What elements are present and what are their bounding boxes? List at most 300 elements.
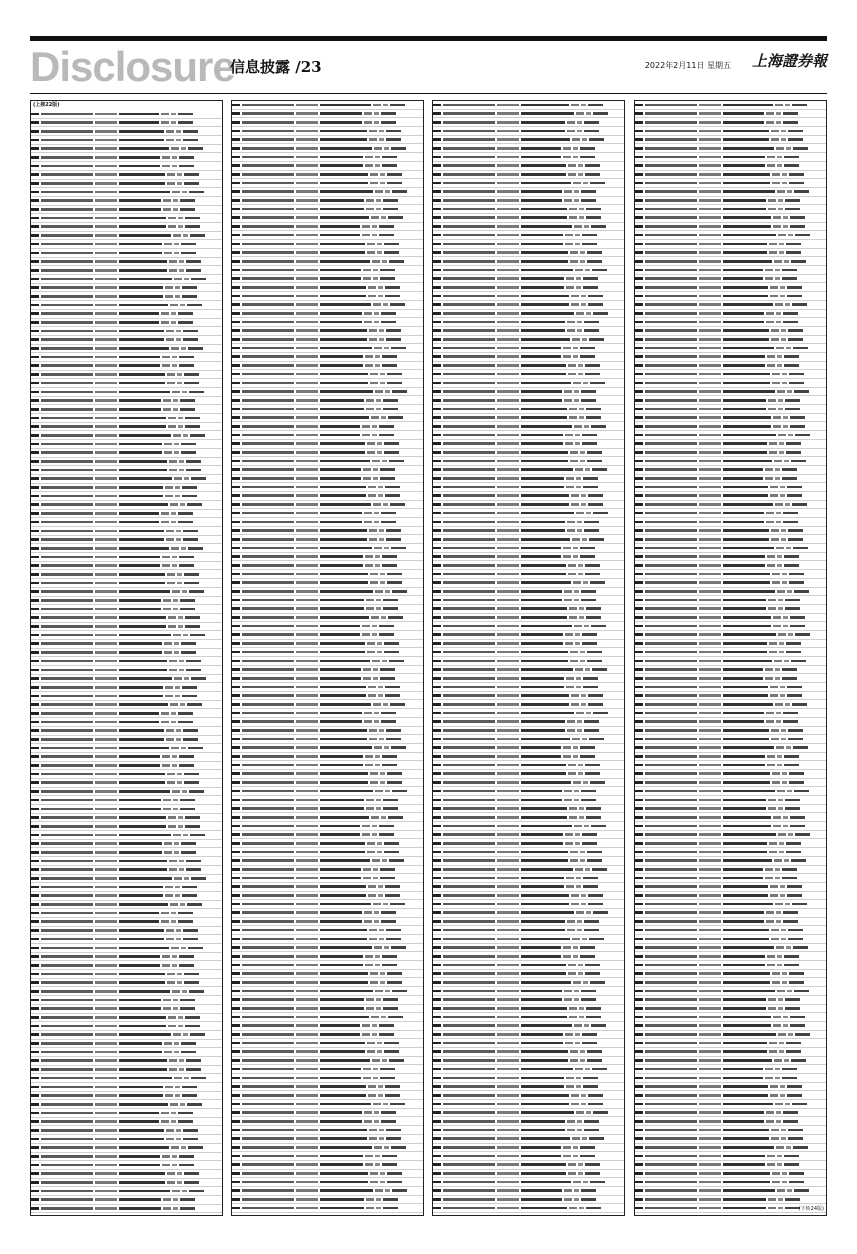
table-row [31, 510, 222, 519]
row-cell [180, 808, 195, 811]
row-cell [367, 642, 375, 645]
table-row [433, 344, 624, 353]
row-cell [232, 442, 240, 445]
table-row [635, 692, 826, 701]
row-cell [443, 686, 495, 689]
row-cell [180, 799, 195, 802]
row-cell [242, 269, 294, 272]
row-cell [95, 278, 117, 281]
row-cell [180, 208, 195, 211]
row-cell [769, 1042, 777, 1045]
row-cell [296, 477, 318, 480]
row-cell [172, 1164, 177, 1167]
row-cell [573, 981, 581, 984]
row-cell [497, 1059, 519, 1062]
row-cell [521, 243, 563, 246]
row-cell [381, 521, 396, 524]
row-cell [366, 998, 374, 1001]
table-row [635, 379, 826, 388]
row-cell [765, 468, 773, 471]
row-cell [180, 703, 185, 706]
row-cell [377, 243, 382, 246]
row-cell [376, 607, 381, 610]
row-cell [780, 885, 785, 888]
row-cell [645, 494, 697, 497]
row-cell [379, 625, 394, 628]
row-cell [242, 295, 294, 298]
row-cell [645, 1198, 697, 1201]
row-cell [367, 1042, 375, 1045]
row-cell [645, 199, 697, 202]
row-cell [645, 764, 697, 767]
row-cell [699, 555, 721, 558]
row-cell [176, 530, 181, 533]
row-cell [179, 1068, 184, 1071]
row-cell [95, 417, 117, 420]
row-cell [41, 495, 93, 498]
row-cell [232, 746, 240, 749]
row-cell [723, 581, 770, 584]
row-cell [119, 1146, 169, 1149]
row-cell [767, 1163, 775, 1166]
row-cell [182, 191, 187, 194]
table-row [31, 683, 222, 692]
row-cell [782, 868, 797, 871]
row-cell [41, 851, 93, 854]
row-cell [521, 990, 562, 993]
row-cell [645, 1146, 697, 1149]
row-cell [443, 1111, 495, 1114]
table-row [232, 866, 423, 875]
row-cell [381, 416, 386, 419]
row-cell [433, 234, 441, 237]
row-cell [119, 886, 163, 889]
row-cell [95, 599, 117, 602]
row-cell [645, 269, 697, 272]
row-cell [586, 816, 601, 819]
row-cell [581, 1198, 596, 1201]
row-cell [119, 981, 165, 984]
table-row [433, 1074, 624, 1083]
row-cell [443, 625, 495, 628]
row-cell [31, 434, 39, 437]
table-row [433, 1196, 624, 1205]
row-cell [320, 1155, 363, 1158]
row-cell [635, 1146, 643, 1149]
row-cell [645, 503, 697, 506]
table-row [31, 1074, 222, 1083]
row-cell [786, 1042, 801, 1045]
row-cell [95, 1042, 117, 1045]
row-cell [588, 703, 603, 706]
row-cell [699, 408, 721, 411]
table-row [31, 1213, 222, 1216]
row-cell [373, 277, 378, 280]
row-cell [635, 208, 643, 211]
table-row [635, 735, 826, 744]
table-row [635, 805, 826, 814]
row-cell [379, 938, 384, 941]
row-cell [41, 408, 93, 411]
row-cell [521, 573, 566, 576]
row-cell [179, 755, 194, 758]
row-cell [521, 1033, 563, 1036]
row-cell [296, 486, 318, 489]
row-cell [773, 816, 781, 819]
row-cell [785, 199, 800, 202]
row-cell [433, 1094, 441, 1097]
row-cell [497, 851, 519, 854]
row-cell [443, 156, 495, 159]
table-row [31, 805, 222, 814]
row-cell [95, 469, 117, 472]
row-cell [165, 1086, 173, 1089]
row-cell [635, 442, 643, 445]
row-cell [645, 147, 697, 150]
row-cell [232, 964, 240, 967]
row-cell [372, 625, 377, 628]
row-cell [296, 1077, 318, 1080]
table-row [635, 570, 826, 579]
row-cell [242, 1172, 294, 1175]
row-cell [372, 633, 377, 636]
row-cell [635, 260, 643, 263]
row-cell [242, 1085, 294, 1088]
row-cell [723, 1085, 768, 1088]
row-cell [95, 113, 117, 116]
row-cell [645, 312, 697, 315]
row-cell [699, 964, 721, 967]
row-cell [699, 816, 721, 819]
row-cell [119, 868, 167, 871]
row-cell [771, 1129, 779, 1132]
row-cell [768, 408, 776, 411]
row-cell [386, 338, 401, 341]
row-cell [375, 1189, 383, 1192]
table-row [635, 1213, 826, 1216]
table-row [232, 197, 423, 206]
row-cell [242, 512, 294, 515]
row-cell [781, 538, 786, 541]
row-cell [41, 738, 93, 741]
table-row [31, 709, 222, 718]
row-cell [31, 1146, 39, 1149]
row-cell [580, 955, 595, 958]
row-cell [31, 1077, 39, 1080]
row-cell [578, 764, 583, 767]
row-cell [497, 399, 519, 402]
row-cell [31, 1051, 39, 1054]
row-cell [433, 1068, 441, 1071]
row-cell [723, 216, 771, 219]
row-cell [388, 1016, 403, 1019]
row-cell [31, 347, 39, 350]
row-cell [31, 173, 39, 176]
row-cell [190, 1033, 205, 1036]
table-row [635, 1005, 826, 1014]
row-cell [573, 955, 578, 958]
table-row [635, 440, 826, 449]
row-cell [521, 946, 561, 949]
row-cell [571, 894, 579, 897]
row-cell [782, 677, 797, 680]
table-row [232, 431, 423, 440]
row-cell [579, 816, 584, 819]
row-cell [296, 946, 318, 949]
row-cell [171, 121, 176, 124]
row-cell [723, 1077, 763, 1080]
row-cell [296, 911, 318, 914]
row-cell [41, 130, 93, 133]
row-cell [521, 825, 572, 828]
row-cell [497, 494, 519, 497]
row-cell [699, 807, 721, 810]
row-cell [563, 955, 571, 958]
row-cell [172, 156, 177, 159]
row-cell [574, 625, 582, 628]
row-cell [645, 1033, 697, 1036]
table-row [433, 952, 624, 961]
row-cell [723, 416, 771, 419]
row-cell [787, 790, 792, 793]
row-cell [242, 416, 294, 419]
row-cell [163, 808, 171, 811]
row-cell [320, 964, 363, 967]
row-cell [381, 816, 386, 819]
table-row [635, 588, 826, 597]
row-cell [386, 538, 401, 541]
row-cell [242, 686, 294, 689]
row-cell [645, 668, 697, 671]
row-cell [443, 1146, 495, 1149]
row-cell [119, 225, 166, 228]
row-cell [370, 781, 378, 784]
row-cell [778, 208, 783, 211]
row-cell [41, 347, 93, 350]
row-cell [581, 1103, 586, 1106]
row-cell [391, 147, 406, 150]
row-cell [119, 755, 160, 758]
table-row [433, 561, 624, 570]
row-cell [433, 104, 441, 107]
row-cell [723, 121, 764, 124]
row-cell [163, 208, 171, 211]
row-cell [699, 147, 721, 150]
row-cell [723, 625, 771, 628]
table-row [31, 1170, 222, 1179]
row-cell [771, 1137, 779, 1140]
row-cell [588, 494, 603, 497]
table-row [433, 935, 624, 944]
row-cell [41, 1155, 93, 1158]
row-cell [320, 825, 360, 828]
row-cell [574, 199, 579, 202]
table-row [635, 761, 826, 770]
row-cell [723, 1198, 766, 1201]
row-cell [587, 260, 602, 263]
row-cell [188, 747, 203, 750]
row-cell [645, 920, 697, 923]
row-cell [772, 373, 780, 376]
row-cell [635, 964, 643, 967]
row-cell [41, 1051, 93, 1054]
row-cell [380, 277, 395, 280]
row-cell [119, 521, 159, 524]
row-cell [41, 1112, 93, 1115]
table-row [635, 344, 826, 353]
row-cell [521, 303, 569, 306]
row-cell [699, 590, 721, 593]
table-row [635, 1057, 826, 1066]
row-cell [768, 998, 776, 1001]
row-cell [433, 477, 441, 480]
row-cell [296, 1189, 318, 1192]
row-cell [774, 1059, 782, 1062]
row-cell [31, 999, 39, 1002]
row-cell [790, 416, 805, 419]
row-cell [119, 929, 164, 932]
row-cell [785, 1007, 800, 1010]
row-cell [242, 833, 294, 836]
row-cell [772, 781, 780, 784]
row-cell [775, 1068, 780, 1071]
row-cell [41, 573, 93, 576]
row-cell [521, 442, 563, 445]
row-cell [181, 147, 186, 150]
table-row [31, 336, 222, 345]
row-cell [497, 1146, 519, 1149]
row-cell [782, 477, 797, 480]
row-cell [320, 668, 361, 671]
row-cell [793, 946, 808, 949]
table-row [433, 718, 624, 727]
row-cell [699, 138, 721, 141]
row-cell [635, 468, 643, 471]
row-cell [521, 790, 562, 793]
row-cell [242, 668, 294, 671]
row-cell [565, 1042, 573, 1045]
row-cell [383, 503, 388, 506]
table-row [635, 1152, 826, 1161]
row-cell [119, 1068, 167, 1071]
row-cell [296, 955, 318, 958]
row-cell [119, 408, 161, 411]
row-cell [521, 764, 566, 767]
row-cell [184, 1172, 199, 1175]
row-cell [571, 694, 579, 697]
row-cell [242, 868, 294, 871]
row-cell [783, 1024, 788, 1027]
table-row [232, 735, 423, 744]
row-cell [320, 581, 368, 584]
row-cell [521, 642, 563, 645]
row-cell [563, 547, 571, 550]
row-cell [577, 1129, 582, 1132]
row-cell [563, 946, 571, 949]
row-cell [172, 964, 177, 967]
row-cell [580, 859, 585, 862]
row-cell [320, 512, 362, 515]
table-row [433, 796, 624, 805]
row-cell [41, 165, 93, 168]
row-cell [569, 807, 577, 810]
row-cell [242, 660, 294, 663]
row-cell [166, 338, 174, 341]
row-cell [565, 833, 573, 836]
row-cell [433, 1129, 441, 1132]
row-cell [385, 1189, 390, 1192]
table-row [433, 231, 624, 240]
row-cell [387, 781, 402, 784]
row-cell [571, 703, 579, 706]
row-cell [166, 738, 174, 741]
row-cell [31, 860, 39, 863]
table-row [31, 762, 222, 771]
row-cell [392, 990, 407, 993]
row-cell [497, 816, 519, 819]
row-cell [374, 112, 379, 115]
row-cell [497, 355, 519, 358]
row-cell [777, 355, 782, 358]
row-cell [699, 581, 721, 584]
row-cell [699, 547, 721, 550]
row-cell [786, 243, 801, 246]
row-cell [375, 590, 383, 593]
row-cell [31, 703, 39, 706]
row-cell [586, 712, 591, 715]
row-cell [41, 608, 93, 611]
row-cell [170, 703, 178, 706]
row-cell [373, 468, 378, 471]
table-row [433, 579, 624, 588]
row-cell [777, 156, 782, 159]
row-cell [635, 234, 643, 237]
row-cell [779, 851, 784, 854]
table-row [31, 1161, 222, 1170]
table-row [635, 1013, 826, 1022]
row-cell [95, 139, 117, 142]
row-cell [169, 1059, 177, 1062]
row-cell [379, 425, 394, 428]
row-cell [521, 894, 569, 897]
row-cell [320, 251, 365, 254]
table-row [635, 492, 826, 501]
row-cell [168, 1016, 176, 1019]
row-cell [521, 260, 568, 263]
row-cell [95, 886, 117, 889]
row-cell [781, 938, 786, 941]
row-cell [699, 642, 721, 645]
row-cell [585, 269, 590, 272]
row-cell [767, 355, 775, 358]
row-cell [232, 772, 240, 775]
row-cell [379, 1137, 384, 1140]
row-cell [179, 1059, 184, 1062]
row-cell [232, 807, 240, 810]
row-cell [635, 929, 643, 932]
row-cell [767, 964, 775, 967]
row-cell [723, 642, 767, 645]
row-cell [379, 225, 394, 228]
row-cell [776, 121, 781, 124]
row-cell [521, 399, 562, 402]
row-cell [178, 625, 183, 628]
row-cell [497, 1103, 519, 1106]
row-cell [41, 642, 93, 645]
row-cell [370, 1172, 378, 1175]
row-cell [645, 529, 697, 532]
row-cell [588, 295, 603, 298]
